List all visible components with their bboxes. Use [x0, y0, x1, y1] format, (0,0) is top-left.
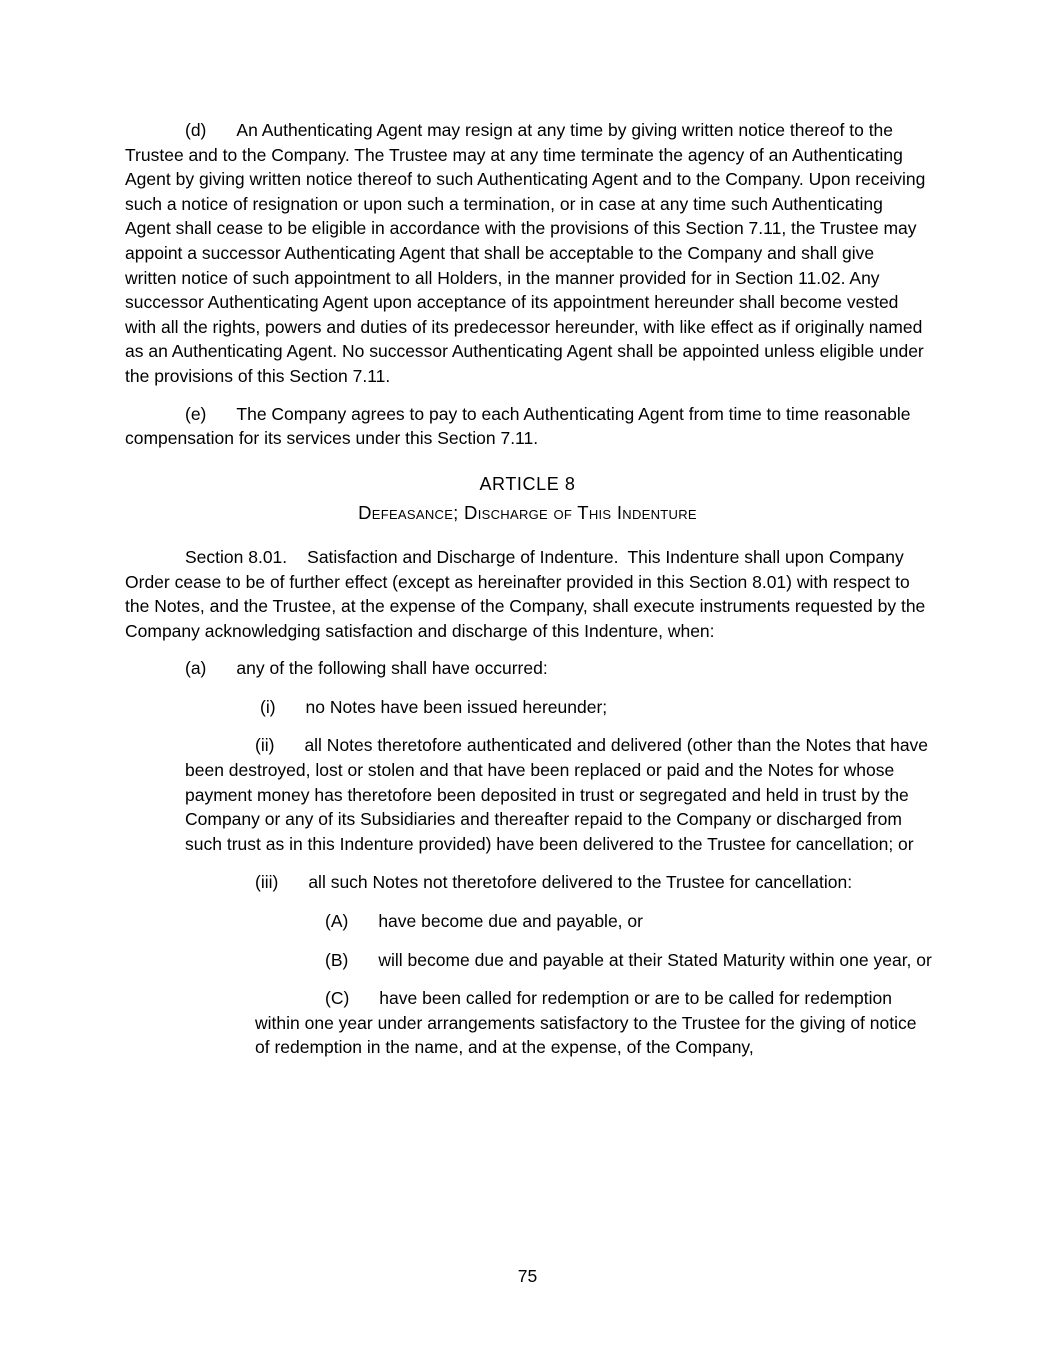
subitem-c: [255, 986, 935, 1060]
paragraph-e: [125, 402, 930, 451]
paragraph-d-label: (d): [185, 120, 207, 140]
article-heading: ARTICLE 8: [479, 473, 576, 494]
item-iii-label: (iii): [255, 872, 279, 893]
item-a: [125, 656, 930, 681]
item-iii: [185, 870, 930, 895]
section-801-text: This Indenture shall upon Company Order cease to be of further effect (except as hereinafter provided in this Section 8.01) with respect to the Notes, and the Trustee, at the expense of the Company, shall execute instruments requested by the Company acknowledging satisfaction and discharge of this Indenture, when:: [125, 546, 926, 641]
paragraph-e-label: (e): [185, 403, 207, 424]
item-a-label: (a): [185, 658, 207, 679]
subitem-c-label: (C): [325, 988, 350, 1009]
section-801-label: Section 8.01.: [185, 546, 288, 567]
item-i: [125, 695, 930, 720]
item-i-label: (i): [260, 696, 276, 717]
section-801-title: Satisfaction and Discharge of Indenture.: [307, 546, 619, 567]
article-subheading: Defeasance; Discharge of This Indenture: [358, 502, 697, 524]
subitem-a: [255, 909, 935, 934]
subitem-a-text: have become due and payable, or: [378, 911, 643, 932]
paragraph-e-text: The Company agrees to pay to each Authenticating Agent from time to time reasonable compensation for its services under this Section 7.11.: [125, 403, 911, 449]
section-801-paragraph: [125, 545, 930, 643]
item-iii-text: all such Notes not theretofore delivered to the Trustee for cancellation:: [308, 872, 853, 893]
subitem-b: [255, 948, 935, 973]
subitem-c-text: have been called for redemption or are to be called for redemption within one year under arrangements satisfactory to the Trustee for the giving of notice of redemption in the name, and at the expense, of the Company,: [255, 988, 917, 1058]
item-ii: [185, 733, 930, 856]
item-ii-text: all Notes theretofore authenticated and delivered (other than the Notes that have been destroyed, lost or stolen and that have been replaced or paid and the Notes for whose payment money has theretofore been deposited in trust or segregated and held in trust by the Company or any of its Subsidiaries and thereafter repaid to the Company or discharged from such trust as in this Indenture provided) have been delivered to the Trustee for cancellation; or: [185, 735, 929, 854]
subitem-b-text: will become due and payable at their Stated Maturity within one year, or: [378, 949, 932, 970]
item-a-text: any of the following shall have occurred:: [236, 658, 548, 679]
subitem-b-label: (B): [325, 949, 349, 970]
page-number: 75: [517, 1266, 538, 1287]
paragraph-d-text: An Authenticating Agent may resign at any time by giving written notice thereof to the Trustee and to the Company. The Trustee may at any time terminate the agency of an Authenticating Agent by giving written notice thereof to such Authenticating Agent and to the Company. Upon receiving such a notice of resignation or upon such a termination, or in case at any time such Authenticating Agent shall cease to be eligible in accordance with the provisions of this Section 7.11, the Trustee may appoint a successor Authenticating Agent that shall be acceptable to the Company and shall give written notice of such appointment to all Holders, in the manner provided for in Section 11.02. Any successor Authenticating Agent upon acceptance of its appointment hereunder shall become vested with all the rights, powers and duties of its predecessor hereunder, with like effect as if originally named as an Authenticating Agent. No successor Authenticating Agent shall be appointed unless eligible under the provisions of this Section 7.11.: [125, 120, 926, 386]
item-ii-label: (ii): [255, 735, 275, 756]
subitem-a-label: (A): [325, 911, 349, 932]
item-i-text: no Notes have been issued hereunder;: [305, 696, 608, 717]
paragraph-d: [125, 118, 930, 389]
